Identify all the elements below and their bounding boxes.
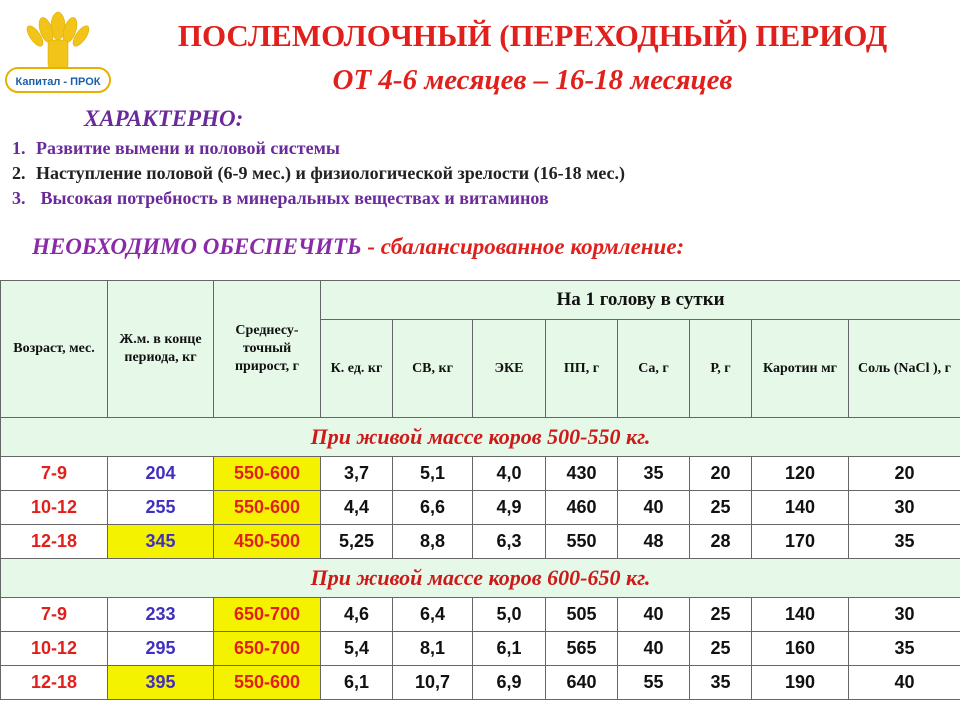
cell-value: 35 bbox=[618, 457, 690, 491]
cell-value: 460 bbox=[546, 491, 618, 525]
section-row bbox=[1, 418, 960, 457]
cell-value: 20 bbox=[690, 457, 752, 491]
cell-value: 25 bbox=[690, 491, 752, 525]
cell-age: 10-12 bbox=[1, 632, 108, 666]
cell-value: 140 bbox=[752, 598, 849, 632]
header-col: Соль (NaCl ), г bbox=[849, 320, 960, 418]
characteristic-list bbox=[12, 136, 625, 211]
cell-value: 6,9 bbox=[473, 666, 546, 700]
cell-mass: 233 bbox=[108, 598, 214, 632]
cell-value: 35 bbox=[849, 525, 960, 559]
feeding-table bbox=[0, 280, 960, 700]
section-row bbox=[1, 559, 960, 598]
cell-value: 6,1 bbox=[473, 632, 546, 666]
characteristic-heading: ХАРАКТЕРНО: bbox=[84, 106, 244, 131]
cell-mass: 395 bbox=[108, 666, 214, 700]
list-item-text: Развитие вымени и половой системы bbox=[36, 138, 340, 158]
cell-gain: 550-600 bbox=[214, 457, 321, 491]
cell-value: 8,1 bbox=[393, 632, 473, 666]
header-gain: Среднесу-точный прирост, г bbox=[214, 281, 321, 418]
cell-value: 40 bbox=[849, 666, 960, 700]
list-item bbox=[12, 161, 625, 186]
cell-value: 40 bbox=[618, 632, 690, 666]
header-col: Каротин мг bbox=[752, 320, 849, 418]
cell-age: 7-9 bbox=[1, 457, 108, 491]
table-row bbox=[1, 525, 960, 559]
cell-value: 10,7 bbox=[393, 666, 473, 700]
header-col: Р, г bbox=[690, 320, 752, 418]
cell-value: 550 bbox=[546, 525, 618, 559]
header-col: ЭКЕ bbox=[473, 320, 546, 418]
cell-gain: 450-500 bbox=[214, 525, 321, 559]
cell-value: 6,1 bbox=[321, 666, 393, 700]
cell-value: 5,0 bbox=[473, 598, 546, 632]
wheat-sheaf-icon bbox=[4, 4, 112, 96]
cell-value: 140 bbox=[752, 491, 849, 525]
provide-heading-part1: НЕОБХОДИМО ОБЕСПЕЧИТЬ bbox=[32, 234, 362, 259]
header-mass: Ж.м. в конце периода, кг bbox=[108, 281, 214, 418]
list-item-text: Наступление половой (6-9 мес.) и физиологической зрелости (16-18 мес.) bbox=[36, 163, 626, 183]
cell-value: 430 bbox=[546, 457, 618, 491]
cell-value: 120 bbox=[752, 457, 849, 491]
cell-value: 565 bbox=[546, 632, 618, 666]
cell-value: 35 bbox=[690, 666, 752, 700]
cell-value: 40 bbox=[618, 598, 690, 632]
cell-mass: 295 bbox=[108, 632, 214, 666]
list-item bbox=[12, 136, 625, 161]
cell-value: 35 bbox=[849, 632, 960, 666]
cell-value: 25 bbox=[690, 632, 752, 666]
cell-value: 160 bbox=[752, 632, 849, 666]
page-subtitle: ОТ 4-6 месяцев – 16-18 месяцев bbox=[332, 64, 733, 96]
cell-value: 28 bbox=[690, 525, 752, 559]
cell-age: 12-18 bbox=[1, 666, 108, 700]
cell-value: 5,1 bbox=[393, 457, 473, 491]
header-per-head: На 1 голову в сутки bbox=[321, 281, 960, 320]
table-header-row bbox=[1, 281, 960, 320]
cell-value: 6,3 bbox=[473, 525, 546, 559]
cell-value: 190 bbox=[752, 666, 849, 700]
header-col: ПП, г bbox=[546, 320, 618, 418]
logo bbox=[4, 4, 112, 96]
header-col: К. ед. кг bbox=[321, 320, 393, 418]
section-title: При живой массе коров 500-550 кг. bbox=[1, 418, 960, 457]
cell-value: 4,6 bbox=[321, 598, 393, 632]
cell-value: 8,8 bbox=[393, 525, 473, 559]
table-row bbox=[1, 457, 960, 491]
cell-value: 6,6 bbox=[393, 491, 473, 525]
cell-gain: 550-600 bbox=[214, 666, 321, 700]
cell-mass: 345 bbox=[108, 525, 214, 559]
cell-value: 5,4 bbox=[321, 632, 393, 666]
cell-gain: 650-700 bbox=[214, 632, 321, 666]
list-item-text: Высокая потребность в минеральных веществах и витаминов bbox=[36, 188, 549, 208]
cell-gain: 550-600 bbox=[214, 491, 321, 525]
cell-value: 48 bbox=[618, 525, 690, 559]
cell-value: 4,4 bbox=[321, 491, 393, 525]
cell-value: 4,9 bbox=[473, 491, 546, 525]
section-title: При живой массе коров 600-650 кг. bbox=[1, 559, 960, 598]
page-title: ПОСЛЕМОЛОЧНЫЙ (ПЕРЕХОДНЫЙ) ПЕРИОД bbox=[177, 18, 888, 53]
cell-value: 40 bbox=[618, 491, 690, 525]
cell-age: 10-12 bbox=[1, 491, 108, 525]
cell-value: 30 bbox=[849, 598, 960, 632]
table-row bbox=[1, 491, 960, 525]
cell-value: 640 bbox=[546, 666, 618, 700]
list-item-number: 3. bbox=[12, 188, 26, 208]
table-row bbox=[1, 598, 960, 632]
provide-heading-part2: - сбалансированное кормление: bbox=[361, 234, 685, 259]
list-item bbox=[12, 186, 625, 211]
header-col: Са, г bbox=[618, 320, 690, 418]
cell-gain: 650-700 bbox=[214, 598, 321, 632]
cell-value: 55 bbox=[618, 666, 690, 700]
cell-value: 170 bbox=[752, 525, 849, 559]
cell-value: 20 bbox=[849, 457, 960, 491]
list-item-number: 1. bbox=[12, 138, 26, 158]
logo-text: Капитал - ПРОК bbox=[15, 76, 101, 88]
cell-value: 4,0 bbox=[473, 457, 546, 491]
cell-age: 7-9 bbox=[1, 598, 108, 632]
cell-value: 25 bbox=[690, 598, 752, 632]
header-col: СВ, кг bbox=[393, 320, 473, 418]
cell-value: 6,4 bbox=[393, 598, 473, 632]
cell-value: 30 bbox=[849, 491, 960, 525]
cell-value: 3,7 bbox=[321, 457, 393, 491]
cell-value: 505 bbox=[546, 598, 618, 632]
provide-heading bbox=[32, 234, 684, 260]
table-row bbox=[1, 632, 960, 666]
table-row bbox=[1, 666, 960, 700]
list-item-number: 2. bbox=[12, 163, 26, 183]
cell-value: 5,25 bbox=[321, 525, 393, 559]
cell-mass: 255 bbox=[108, 491, 214, 525]
cell-mass: 204 bbox=[108, 457, 214, 491]
header-age: Возраст, мес. bbox=[1, 281, 108, 418]
cell-age: 12-18 bbox=[1, 525, 108, 559]
